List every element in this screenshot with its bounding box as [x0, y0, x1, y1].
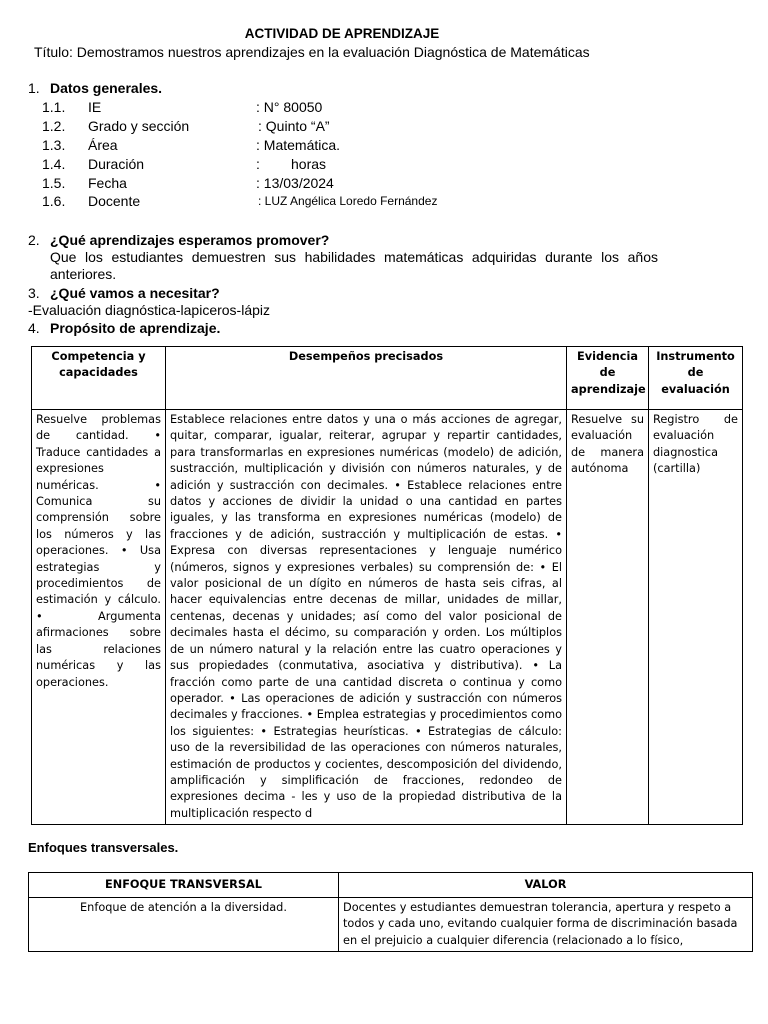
- enfoques-table: [28, 872, 753, 952]
- cell-instrumento: Registro de evaluación diagnostica (cartilla): [649, 410, 743, 825]
- aprendizajes-text: Que los estudiantes demuestren sus habilidades matemáticas adquiridas durante los años anteriores.: [50, 249, 658, 282]
- header-instrumento: Instrumento de evaluación: [649, 347, 743, 410]
- row-number: 1.4.: [42, 156, 66, 172]
- section-heading: ¿Qué aprendizajes esperamos promover?: [50, 232, 330, 248]
- row-value: : Quinto “A”: [258, 118, 330, 134]
- row-label: IE: [88, 99, 102, 115]
- enfoques-heading: Enfoques transversales.: [28, 840, 179, 855]
- section-number: 2.: [28, 232, 40, 248]
- header-competencia: Competencia y capacidades: [32, 347, 166, 410]
- row-label: Docente: [88, 193, 141, 209]
- cell-enfoque: Enfoque de atención a la diversidad.: [29, 898, 339, 952]
- table-header-row: [32, 347, 743, 410]
- cell-valor: Docentes y estudiantes demuestran tolerancia, apertura y respeto a todos y cada uno, evitando cualquier forma de discriminación basada en el prejuicio a cualquier diferencia (relacionado a lo físico,: [339, 898, 753, 952]
- header-evidencia: Evidencia de aprendizaje: [567, 347, 649, 410]
- document-subtitle: Título: Demostramos nuestros aprendizajes en la evaluación Diagnóstica de Matemáticas: [34, 44, 590, 60]
- header-valor: VALOR: [339, 873, 753, 898]
- row-number: 1.3.: [42, 137, 66, 153]
- header-enfoque: ENFOQUE TRANSVERSAL: [29, 873, 339, 898]
- row-label: Duración: [88, 156, 145, 172]
- row-number: 1.5.: [42, 175, 66, 191]
- section-heading: ¿Qué vamos a necesitar?: [50, 285, 220, 301]
- materiales-text: -Evaluación diagnóstica-lapiceros-lápiz: [28, 302, 271, 318]
- section-heading: Propósito de aprendizaje.: [50, 320, 221, 336]
- section-heading: Datos generales.: [50, 80, 163, 96]
- row-number: 1.1.: [42, 99, 66, 115]
- header-desempenos: Desempeños precisados: [166, 347, 567, 410]
- purpose-table: [31, 346, 743, 825]
- row-value: : horas: [256, 156, 327, 172]
- cell-evidencia: Resuelve su evaluación de manera autónoma: [567, 410, 649, 825]
- cell-desempenos: Establece relaciones entre datos y una o más acciones de agregar, quitar, comparar, igualar, reiterar, agrupar y repartir cantidades, para transformarlas en expresiones numéricas (modelo) de adición, sustracción, multiplicación y división con números naturales, y de adición y sustracción con decimales. • Establece relaciones entre datos y acciones de dividir la unidad o una cantidad en partes iguales, y las transforma en expresiones numéricas (modelo) de fracciones y de adición, sustracción y multiplicación de estas. • Expresa con diversas representaciones y lenguaje numérico (números, signos y expresiones verbales) su comprensión de: • El valor posicional de un dígito en números de hasta seis cifras, al hacer equivalencias entre decenas de millar, unidades de millar, centenas, decenas y unidades; así como del valor posicional de decimales hasta el décimo, su comparación y orden. Los múltiplos de un número natural y la relación entre las cuatro operaciones y sus propiedades (conmutativa, asociativa y distributiva). • La fracción como parte de una cantidad discreta o continua y como operador. • Las operaciones de adición y sustracción con números decimales y fracciones. • Emplea estrategias y procedimientos como los siguientes: • Estrategias heurísticas. • Estrategias de cálculo: uso de la reversibilidad de las operaciones con números naturales, estimación de productos y cocientes, descomposición del dividendo, amplificación y simplificación de fracciones, redondeo de expresiones decima - les y uso de la propiedad distributiva de la multiplicación respecto d: [166, 410, 567, 825]
- table-row: [32, 410, 743, 825]
- row-label: Área: [88, 137, 118, 153]
- row-value: : 13/03/2024: [256, 175, 334, 191]
- row-number: 1.2.: [42, 118, 66, 134]
- section-number: 4.: [28, 320, 40, 336]
- document-title: ACTIVIDAD DE APRENDIZAJE: [244, 26, 440, 41]
- table-header-row: [29, 873, 753, 898]
- row-label: Grado y sección: [88, 118, 190, 134]
- row-number: 1.6.: [42, 193, 66, 209]
- row-label: Fecha: [88, 175, 127, 191]
- row-value: : Matemática.: [256, 137, 341, 153]
- cell-competencia: Resuelve problemas de cantidad. • Traduce cantidades a expresiones numéricas. • Comunica su comprensión sobre los números y las operaciones. • Usa estrategias y procedimientos de estimación y cálculo. • Argumenta afirmaciones sobre las relaciones numéricas y las operaciones.: [32, 410, 166, 825]
- section-number: 3.: [28, 285, 40, 301]
- row-value: : N° 80050: [256, 99, 323, 115]
- table-row: [29, 898, 753, 952]
- row-value: : LUZ Angélica Loredo Fernández: [258, 194, 438, 208]
- section-number: 1.: [28, 80, 40, 96]
